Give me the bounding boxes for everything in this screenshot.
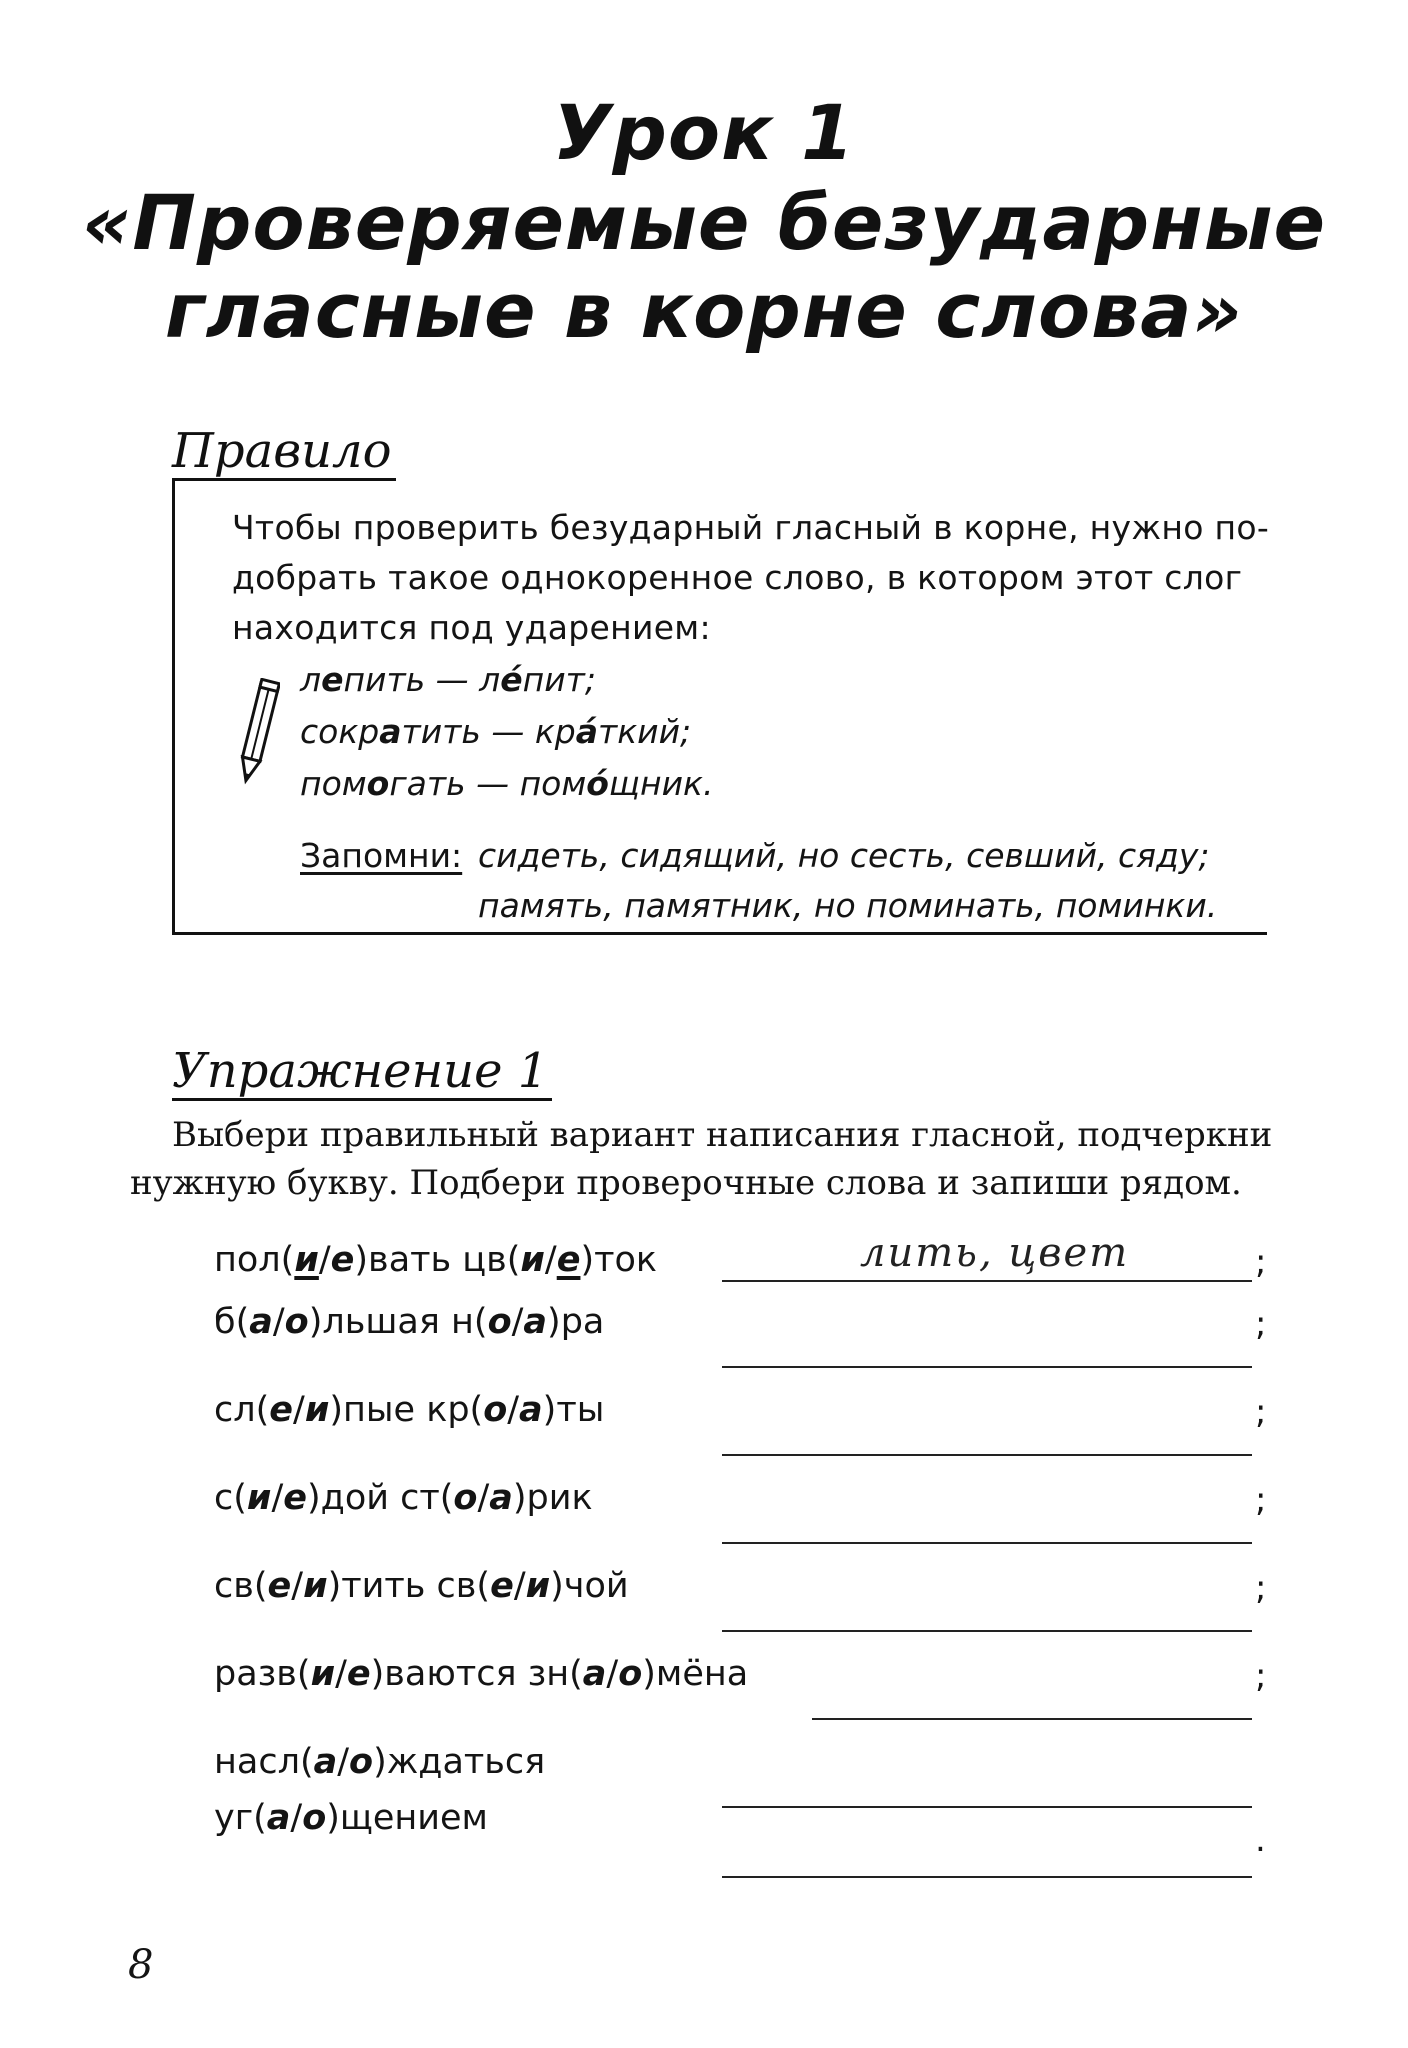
task-5: св(е/и)тить св(е/и)чой	[214, 1566, 629, 1606]
sample-answer: лить, цвет	[860, 1230, 1130, 1276]
rule-example-3: помогать — помо́щник.	[300, 764, 714, 803]
memo-line-1: сидеть, сидящий, но сесть, севший, сяду;	[478, 836, 1210, 875]
exercise-instruction-line-1: Выбери правильный вариант написания гласной, подчеркни	[172, 1115, 1273, 1155]
lesson-title-line3: гласные в корне слова»	[165, 266, 1243, 355]
period-mark: .	[1255, 1820, 1266, 1860]
task-7: насл(а/о)ждаться	[214, 1742, 546, 1782]
memo-line-2: память, памятник, но поминать, поминки.	[478, 886, 1218, 925]
task-3: сл(е/и)пые кр(о/а)ты	[214, 1390, 605, 1430]
rule-text-line-1: Чтобы проверить безударный гласный в корне, нужно по-	[232, 508, 1270, 547]
answer-line-3[interactable]	[722, 1454, 1252, 1456]
exercise-heading: Упражнение 1	[172, 1044, 552, 1101]
semicolon-2: ;	[1255, 1304, 1267, 1344]
answer-line-7[interactable]	[722, 1806, 1252, 1808]
semicolon-5: ;	[1255, 1568, 1267, 1608]
task-8: уг(а/о)щением	[214, 1798, 488, 1838]
answer-line-4[interactable]	[722, 1542, 1252, 1544]
lesson-title-line1: Урок 1	[552, 88, 856, 177]
semicolon-4: ;	[1255, 1480, 1267, 1520]
page-number: 8	[128, 1942, 154, 1988]
rule-example-2: сократить — кра́ткий;	[300, 712, 692, 751]
pencil-icon	[236, 678, 280, 786]
answer-line-1[interactable]	[722, 1280, 1252, 1282]
rule-text-line-3: находится под ударением:	[232, 608, 711, 647]
answer-line-8[interactable]	[722, 1876, 1252, 1878]
task-1: пол(и/е)вать цв(и/е)ток	[214, 1240, 658, 1280]
rule-text-line-2: добрать такое однокоренное слово, в котором этот слог	[232, 558, 1243, 597]
exercise-instruction-line-2: нужную букву. Подбери проверочные слова и запиши рядом.	[130, 1163, 1242, 1203]
task-4: с(и/е)дой ст(о/а)рик	[214, 1478, 593, 1518]
answer-line-5[interactable]	[722, 1630, 1252, 1632]
rule-heading: Правило	[172, 424, 396, 481]
lesson-title-line2: «Проверяемые безударные	[81, 178, 1326, 267]
semicolon-1: ;	[1255, 1242, 1267, 1282]
task-6: разв(и/е)ваются зн(а/о)мёна	[214, 1654, 749, 1694]
answer-line-6[interactable]	[812, 1718, 1252, 1720]
rule-example-1: лепить — ле́пит;	[300, 660, 597, 699]
semicolon-3: ;	[1255, 1392, 1267, 1432]
answer-line-2[interactable]	[722, 1366, 1252, 1368]
task-2: б(а/о)льшая н(о/а)ра	[214, 1302, 605, 1342]
memo-label: Запомни:	[300, 836, 463, 875]
semicolon-6: ;	[1255, 1656, 1267, 1696]
